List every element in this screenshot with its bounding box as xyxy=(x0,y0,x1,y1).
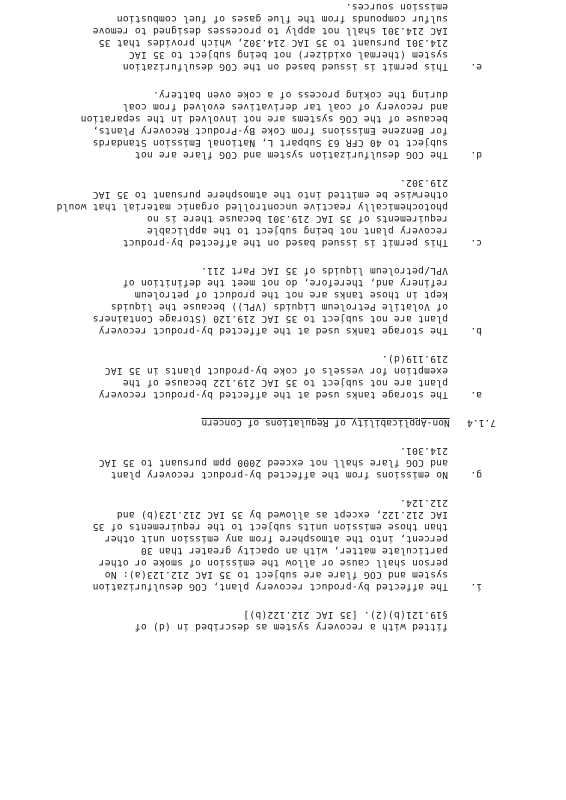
paragraph-line: VPL/petroleum liquids of 35 IAC Part 211. xyxy=(200,265,448,276)
paragraph-line: 214.301 pursuant to 35 IAC 214.302, which provides that 35 xyxy=(98,37,448,48)
paragraph-line: 219.302. xyxy=(399,177,448,188)
paragraph-line: kept in those tanks are not the product of petroleum xyxy=(134,289,448,300)
paragraph-line: The storage tanks used at the affected by-product recovery xyxy=(98,325,448,336)
list-marker: a. xyxy=(470,389,482,400)
paragraph-line: percent, into the atmosphere from any emission unit other xyxy=(104,533,448,544)
paragraph-line: for Benzene Emissions from Coke By-Product Recovery Plants, xyxy=(92,125,448,136)
paragraph-line: The storage tanks used at the affected by-product recovery xyxy=(98,389,448,400)
paragraph-line: IAC 214.301 shall not apply to processes designed to remove xyxy=(92,25,448,36)
paragraph-line: recovery plant not being subject to the applicable xyxy=(146,225,448,236)
list-marker: e. xyxy=(470,61,482,72)
paragraph-line: IAC 212.122, except as allowed by 35 IAC 212.123(b) and xyxy=(116,509,448,520)
paragraph-line: refinery and, therefore, do not meet the definition of xyxy=(122,277,448,288)
list-marker: c. xyxy=(470,237,482,248)
paragraph-line: particulate matter, with an opacity greater than 30 xyxy=(140,545,448,556)
paragraph-line: sulfur compounds from the flue gases of fuel combustion xyxy=(116,13,448,24)
paragraph-line: 214.301. xyxy=(399,445,448,456)
paragraph-line: fitted with a recovery system as described in (d) of xyxy=(134,621,448,632)
paragraph-line: photochemically reactive uncontrolled organic material that would xyxy=(56,201,448,212)
paragraph-line: 219.119(d). xyxy=(381,353,448,364)
list-marker: d. xyxy=(470,149,482,160)
paragraph-line: requirements of 35 IAC 219.301 because there is no xyxy=(146,213,448,224)
paragraph-line: The COG desulfurization system and COG flare are not xyxy=(134,149,448,160)
paragraph-line: than those emission units subject to the requirements of 35 xyxy=(92,521,448,532)
paragraph-line: during the coking process of a coke oven battery. xyxy=(152,89,448,100)
paragraph-line: and COG flare shall not exceed 2000 ppm pursuant to 35 IAC xyxy=(98,457,448,468)
paragraph-line: otherwise be emitted into the atmosphere pursuant to 35 IAC xyxy=(92,189,448,200)
paragraph-line: and recovery of coal tar derivatives evolved from coal xyxy=(122,101,448,112)
paragraph-line: The affected by-product recovery plant, COG desulfurization xyxy=(92,581,448,592)
list-marker: g. xyxy=(470,469,482,480)
list-marker: i. xyxy=(470,581,482,592)
paragraph-line: §19.121(b)(2). [35 IAC 212.122(b)] xyxy=(243,609,448,620)
paragraph-line: This permit is issued based on the COG desulfurization xyxy=(122,61,448,72)
paragraph-line: No emissions from the affected by-product recovery plant xyxy=(110,469,448,480)
section-title: Non-Applicability of Regulations of Concern xyxy=(201,417,450,428)
paragraph-line: This permit is issued based on the affected by-product xyxy=(122,237,448,248)
paragraph-line: system and COG flare are subject to 35 IAC 212.123(a): No xyxy=(104,569,448,580)
paragraph-line: subject to 40 CFR 63 Subpart L, National Emission Standards xyxy=(92,137,448,148)
paragraph-line: 212.124. xyxy=(399,497,448,508)
paragraph-line: person shall cause or allow the emission of smoke or other xyxy=(98,557,448,568)
list-marker: b. xyxy=(470,325,482,336)
section-number: 7.1.4 xyxy=(467,417,496,428)
paragraph-line: emission sources. xyxy=(345,1,448,12)
paragraph-line: system (thermal oxidizer) not being subject to 35 IAC xyxy=(128,49,448,60)
paragraph-line: because of the COG systems are not involved in the separation xyxy=(80,113,448,124)
paragraph-line: of Volatile Petroleum Liquids (VPL)) because the liquids xyxy=(110,301,448,312)
section-heading xyxy=(201,416,496,428)
paragraph-line: plant are not subject to 35 IAC 219.120 (Storage Containers xyxy=(92,313,448,324)
paragraph-line: exemption for vessels of coke by-product plants in 35 IAC xyxy=(104,365,448,376)
paragraph-line: plant are not subject to 35 IAC 219.122 because of the xyxy=(122,377,448,388)
